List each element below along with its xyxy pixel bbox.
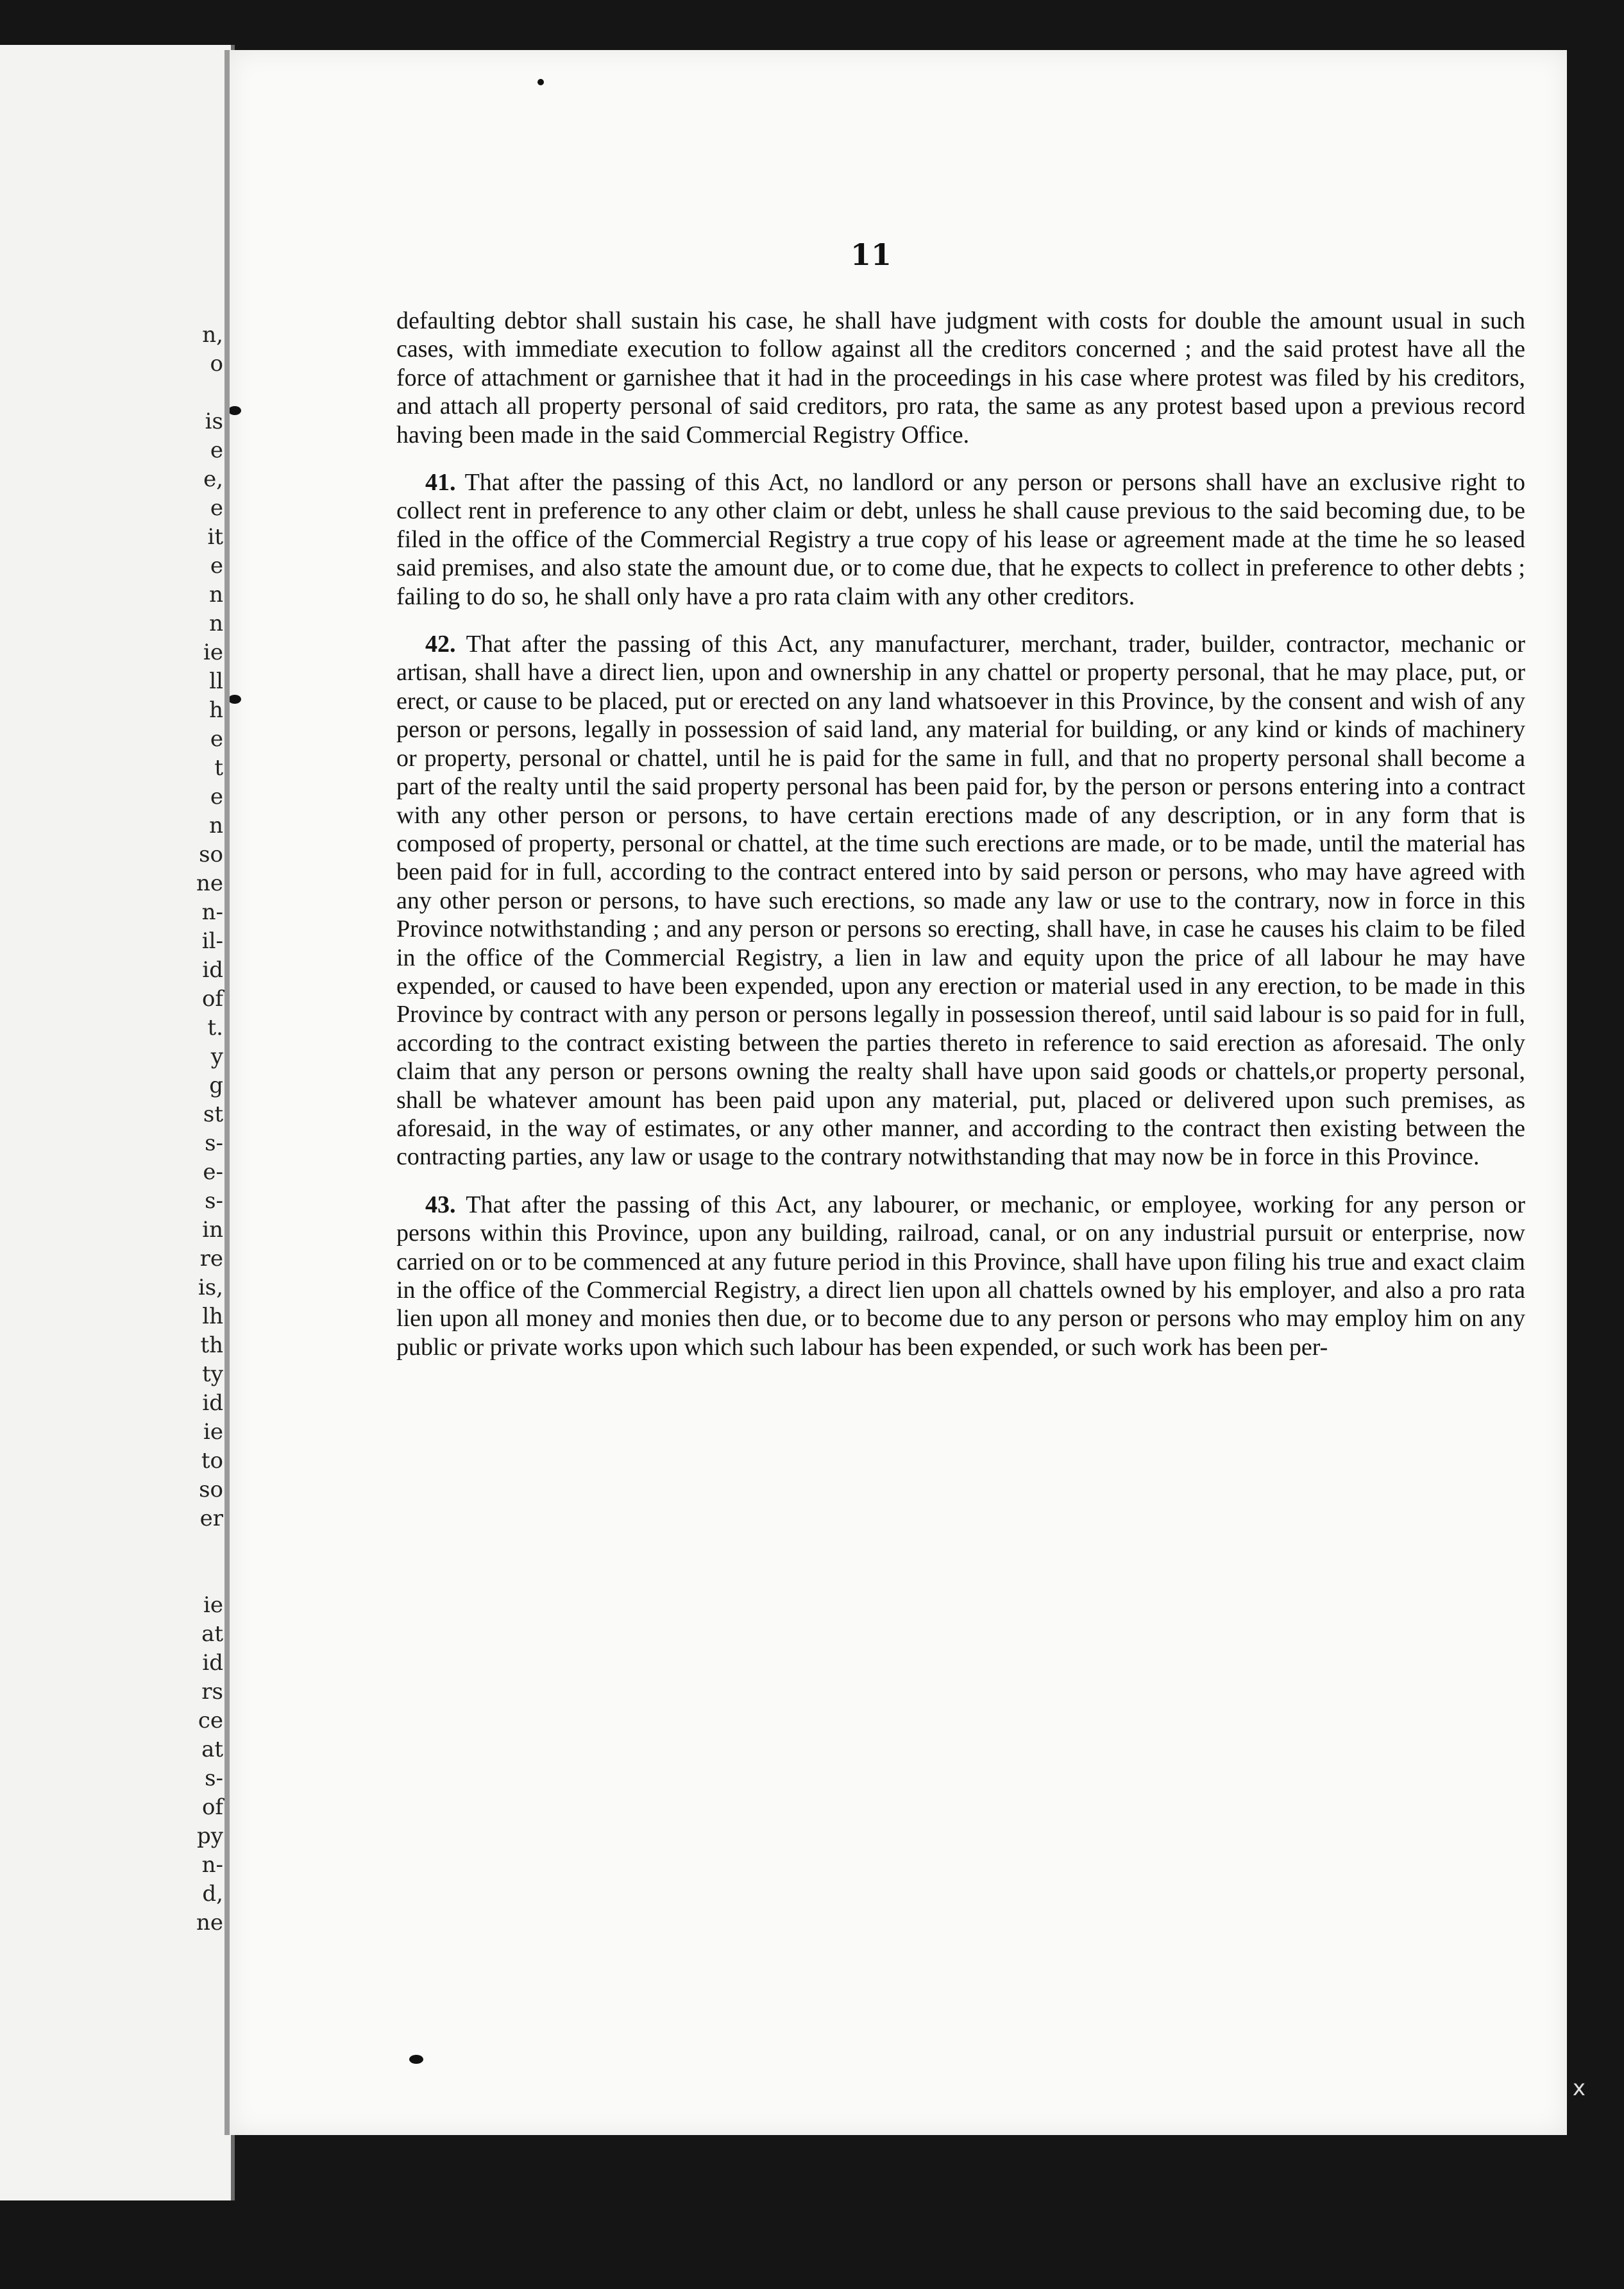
facing-page-fragment: is, — [198, 1275, 223, 1300]
facing-page-fragment: il- — [201, 928, 223, 954]
facing-page-fragment: so — [199, 842, 223, 867]
facing-page-fragment: e — [210, 784, 223, 810]
paragraph-text: That after the passing of this Act, any manufacturer, merchant, trader, builder, contractor, mechanic or artisan, shall have a direct lien, upon and ownership in any chattel or property personal, that he may place, put, or erect, or cause to be placed, put or erected on any land whatsoever in this Province, by the consent and wish of any person or persons, legally in possession of said land, any material for building, or any kind or kinds of machinery or property, personal or chattel, until he is paid for the same in full, and that no property personal shall become a part of the realty until the said property personal has been paid for, by the person or persons entering into a contract with any other person or persons, to have certain erections made of any description, or in any form that is composed of property, personal or chattel, at the time such erections are made, or to be made, until the material has been paid for in full, according to the contract entered into by said person or persons, who may have agreed with any other person or persons, to have such erections, so made any law or use to the contrary, now in force in this Province notwithstanding ; and any person or persons so erecting, shall have, in case he causes his claim to be filed in the office of the Commercial Registry, a lien in law and equity upon the price of all labour he may have expended, or caused to have been expended, upon any erection or material used in any erection, to be made in this Province by contract with any person or persons legally in possession thereof, until said labour is so paid for in full, according to the contract existing between the parties thereto in reference to said erection as aforesaid. The only claim that any person or persons owning the realty shall have upon said goods or chattels,or property personal, shall be whatever amount has been paid upon any material, put, placed or delivered upon such premises, as aforesaid, in the way of estimates, or any other manner, and according to the contract then existing between the contracting parties, any law or usage to the contrary notwithstanding that may now be in force in this Province. — [396, 631, 1525, 1171]
ink-speck — [228, 406, 241, 415]
facing-page-fragment: d, — [202, 1881, 223, 1907]
facing-page-fragment: n — [209, 582, 223, 608]
facing-page-fragment: lh — [202, 1304, 223, 1329]
facing-page-fragment: g — [209, 1073, 223, 1098]
facing-page-fragment: s- — [205, 1766, 223, 1791]
section-43 — [396, 1191, 1525, 1361]
facing-page-fragment: id — [202, 1650, 223, 1676]
facing-page-fragment: in — [202, 1217, 223, 1243]
facing-page-fragment: ne — [196, 871, 223, 896]
facing-page-fragment: n- — [201, 1852, 223, 1878]
facing-page-fragment: t. — [207, 1015, 223, 1041]
facing-page-fragment — [185, 379, 223, 407]
facing-page-fragment: e- — [203, 1159, 223, 1185]
facing-page-fragment: to — [201, 1448, 223, 1474]
facing-page-fragment: ty — [202, 1361, 223, 1387]
facing-page-fragment: n — [209, 813, 223, 838]
facing-page-fragment: n — [209, 611, 223, 636]
facing-page-fragment: py — [197, 1823, 223, 1849]
section-number: 43. — [425, 1191, 456, 1218]
facing-page-fragment: h — [209, 697, 223, 723]
facing-page-fragment: o — [210, 351, 223, 377]
facing-page-fragment: er — [199, 1506, 223, 1531]
facing-page-edge — [0, 45, 235, 2200]
document-page — [224, 50, 1567, 2135]
facing-page-fragment: ne — [196, 1910, 223, 1936]
facing-page-fragment: t — [214, 755, 223, 781]
facing-page-fragment: e, — [203, 466, 223, 492]
facing-page-fragment: re — [199, 1246, 223, 1272]
facing-page-fragment — [185, 1562, 223, 1591]
paragraph-text: defaulting debtor shall sustain his case, he shall have judgment with costs for double the amount usual in such cases, with immediate execution to follow against all the creditors concerned ; and the said protest have all the force of attachment or garnishee that it had in the proceedings in his case where protest was filed by his creditors, and attach all property personal of said creditors, pro rata, the same as any protest based upon a previous record having been made in the said Commercial Registry Office. — [396, 307, 1525, 448]
facing-page-fragment: s- — [205, 1188, 223, 1214]
facing-page-fragment: of — [201, 1794, 223, 1820]
facing-page-fragment: ie — [203, 1419, 223, 1445]
document-body — [396, 307, 1525, 1381]
facing-page-fragment: at — [201, 1737, 223, 1762]
facing-page-fragment: th — [200, 1332, 223, 1358]
facing-page-fragment: e — [210, 438, 223, 463]
facing-page-fragment: y — [210, 1044, 223, 1069]
paragraph-text: That after the passing of this Act, no landlord or any person or persons shall have an exclusive right to collect rent in preference to any other claim or debt, unless he shall cause previous to the said becoming due, to be filed in the office of the Commercial Registry a true copy of his lease or agreement made at the time he so leased said premises, and also state the amount due, or to come due, that he expects to collect in preference to other debts ; failing to do so, he shall only have a pro rata claim with any other creditors. — [396, 469, 1525, 610]
facing-page-fragment: at — [201, 1621, 223, 1647]
facing-page-fragment: is — [205, 409, 223, 434]
facing-page-fragment: st — [203, 1102, 223, 1127]
scan-edge-mark: x — [1572, 2075, 1586, 2101]
ink-speck — [537, 79, 544, 85]
paragraph-continuation — [396, 307, 1525, 449]
section-41 — [396, 468, 1525, 611]
facing-page-fragment: so — [199, 1477, 223, 1502]
facing-page-fragment: ll — [209, 668, 223, 694]
ink-speck — [228, 695, 241, 704]
page-number: 11 — [850, 237, 892, 272]
facing-page-fragment: e — [210, 726, 223, 752]
section-number: 41. — [425, 469, 456, 497]
facing-page-fragment: n, — [202, 322, 223, 348]
facing-page-fragment: n- — [201, 899, 223, 925]
facing-page-fragment: e — [210, 553, 223, 579]
section-42 — [396, 630, 1525, 1171]
facing-page-fragment: rs — [201, 1679, 223, 1705]
facing-page-fragment: ie — [203, 1592, 223, 1618]
facing-page-fragment: ie — [203, 640, 223, 665]
facing-page-fragment: e — [210, 495, 223, 521]
facing-page-text-fragments — [185, 321, 223, 1937]
facing-page-fragment: id — [202, 1390, 223, 1416]
facing-page-fragment: of — [201, 986, 223, 1012]
facing-page-fragment: it — [207, 524, 223, 550]
section-number: 42. — [425, 631, 456, 658]
ink-speck — [409, 2055, 423, 2064]
paragraph-text: That after the passing of this Act, any labourer, or mechanic, or employee, working for any person or persons within this Province, upon any building, railroad, canal, or on any industrial pursuit or enterprise, now carried on or to be commenced at any future period in this Province, shall have upon filing his true and exact claim in the office of the Commercial Registry, a direct lien upon all chattels owned by his employer, and also a pro rata lien upon all money and monies then due, or to become due to any person or persons who may employ him on any public or private works upon which such labour has been expended, or such work has been per- — [396, 1191, 1525, 1361]
facing-page-fragment: id — [202, 957, 223, 983]
facing-page-fragment — [185, 1533, 223, 1562]
facing-page-fragment: s- — [205, 1130, 223, 1156]
facing-page-fragment: ce — [198, 1708, 223, 1733]
